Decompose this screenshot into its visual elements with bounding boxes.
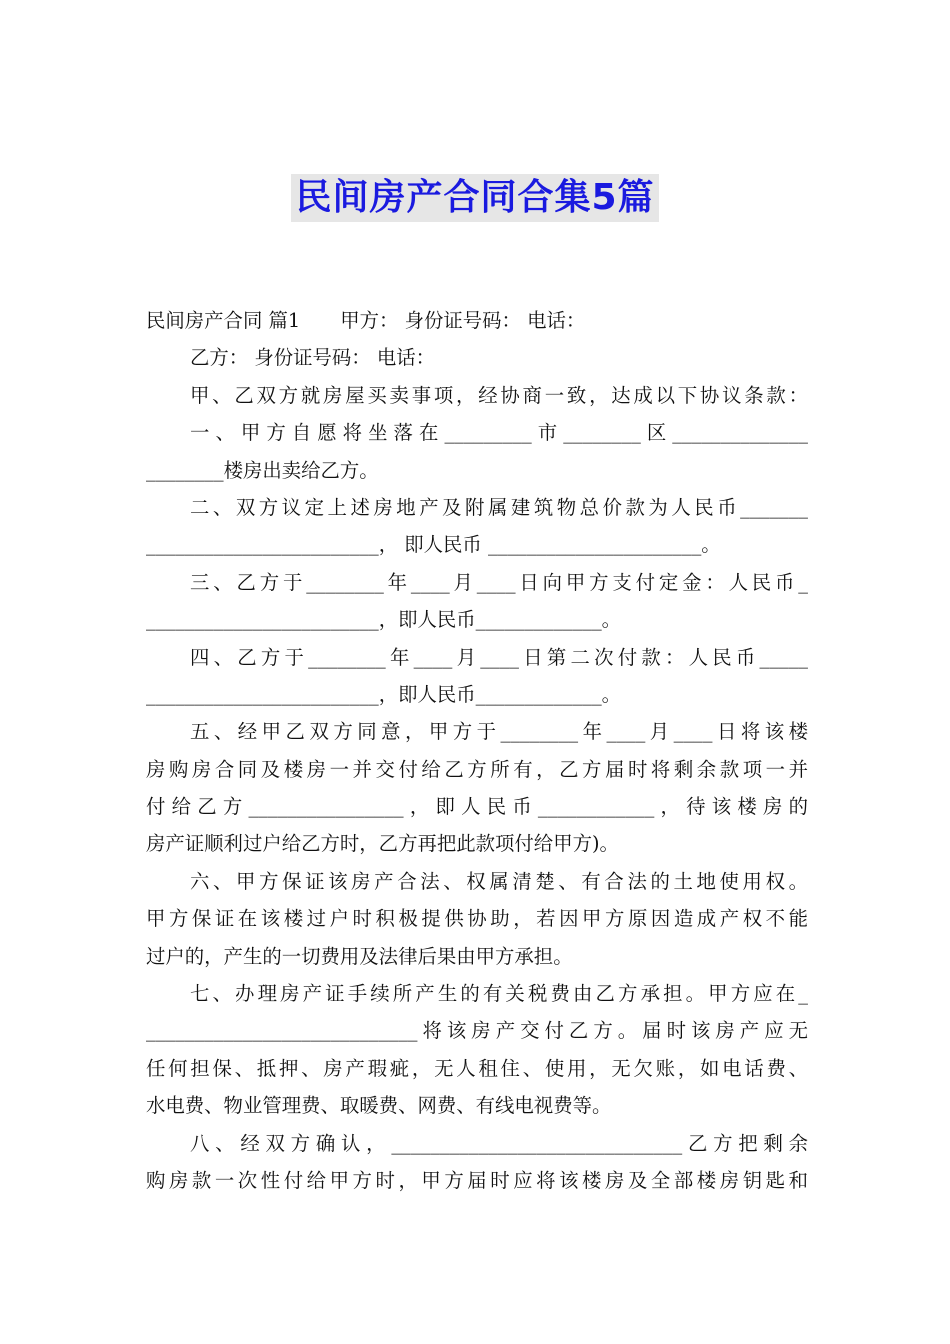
contract-line — [146, 713, 808, 750]
line-text: 七、办理房产证手续所产生的有关税费由乙方承担。甲方应在_ — [190, 982, 808, 1006]
line-text: 水电费、物业管理费、取暖费、网费、有线电视费等。 — [146, 1094, 612, 1118]
line-text: 五、经甲乙双方同意，甲方于________年____月____日将该楼 — [190, 720, 808, 744]
line-text: 民间房产合同 篇1 — [146, 309, 301, 332]
line-text: 甲方保证在该楼过户时积极提供协助，若因甲方原因造成产权不能 — [146, 907, 808, 931]
contract-line — [146, 1125, 808, 1162]
contract-line — [146, 452, 808, 489]
line-text: 购房款一次性付给甲方时，甲方届时应将该楼房及全部楼房钥匙和 — [146, 1168, 808, 1192]
contract-line — [146, 377, 808, 414]
line-text: 八、经双方确认，______________________________乙方把剩余 — [190, 1131, 808, 1155]
line-text: ____________________________将该房产交付乙方。届时该房产应无 — [146, 1019, 808, 1043]
contract-line — [146, 1050, 808, 1087]
contract-line — [146, 676, 808, 713]
line-text: 一、甲方自愿将坐落在_________市________区______________ — [190, 421, 808, 445]
contract-line — [146, 526, 808, 563]
line-text: ________楼房出卖给乙方。 — [146, 458, 379, 482]
contract-line — [146, 1162, 808, 1199]
contract-line — [146, 825, 808, 862]
contract-line — [146, 938, 808, 975]
contract-line — [146, 788, 808, 825]
line-text: 过户的，产生的一切费用及法律后果由甲方承担。 — [146, 944, 573, 968]
line-text: 房产证顺利过户给乙方时，乙方再把此款项付给甲方)。 — [146, 832, 619, 856]
line-text: 四、乙方于________年____月____日第二次付款：人民币_____ — [190, 645, 808, 669]
line-text: 六、甲方保证该房产合法、权属清楚、有合法的土地使用权。 — [190, 869, 808, 893]
line-text: 房购房合同及楼房一并交付给乙方所有，乙方届时将剩余款项一并 — [146, 757, 808, 781]
contract-line — [146, 751, 808, 788]
contract-line — [146, 1087, 808, 1124]
contract-line — [146, 564, 808, 601]
line-text: 付给乙方________________，即人民币____________，待该楼房的 — [146, 795, 808, 819]
contract-body — [146, 302, 808, 1199]
title-container — [0, 174, 950, 222]
contract-line — [146, 302, 808, 339]
page-title: 民间房产合同合集5篇 — [291, 174, 658, 222]
line-text: 甲、乙双方就房屋买卖事项，经协商一致，达成以下协议条款： — [190, 383, 808, 407]
line-text: 三、乙方于________年____月____日向甲方支付定金：人民币_ — [190, 570, 808, 594]
contract-line — [146, 489, 808, 526]
line-text: ________________________，即人民币_____________。 — [146, 682, 622, 706]
contract-line — [146, 414, 808, 451]
contract-line — [146, 900, 808, 937]
line-text: 任何担保、抵押、房产瑕疵，无人租住、使用，无欠账，如电话费、 — [146, 1056, 808, 1080]
line-text: 乙方： 身份证号码： 电话： — [190, 346, 436, 370]
line-text: ________________________，即人民币_____________。 — [146, 608, 622, 632]
contract-line — [146, 601, 808, 638]
contract-line — [146, 339, 808, 376]
contract-line — [146, 863, 808, 900]
line-text: 二、双方议定上述房地产及附属建筑物总价款为人民币_______ — [190, 495, 808, 519]
contract-line — [146, 1012, 808, 1049]
party-fields: 甲方： 身份证号码： 电话： — [340, 309, 586, 332]
line-text: ________________________， 即人民币 ______________________。 — [146, 533, 721, 557]
contract-line — [146, 975, 808, 1012]
contract-line — [146, 639, 808, 676]
